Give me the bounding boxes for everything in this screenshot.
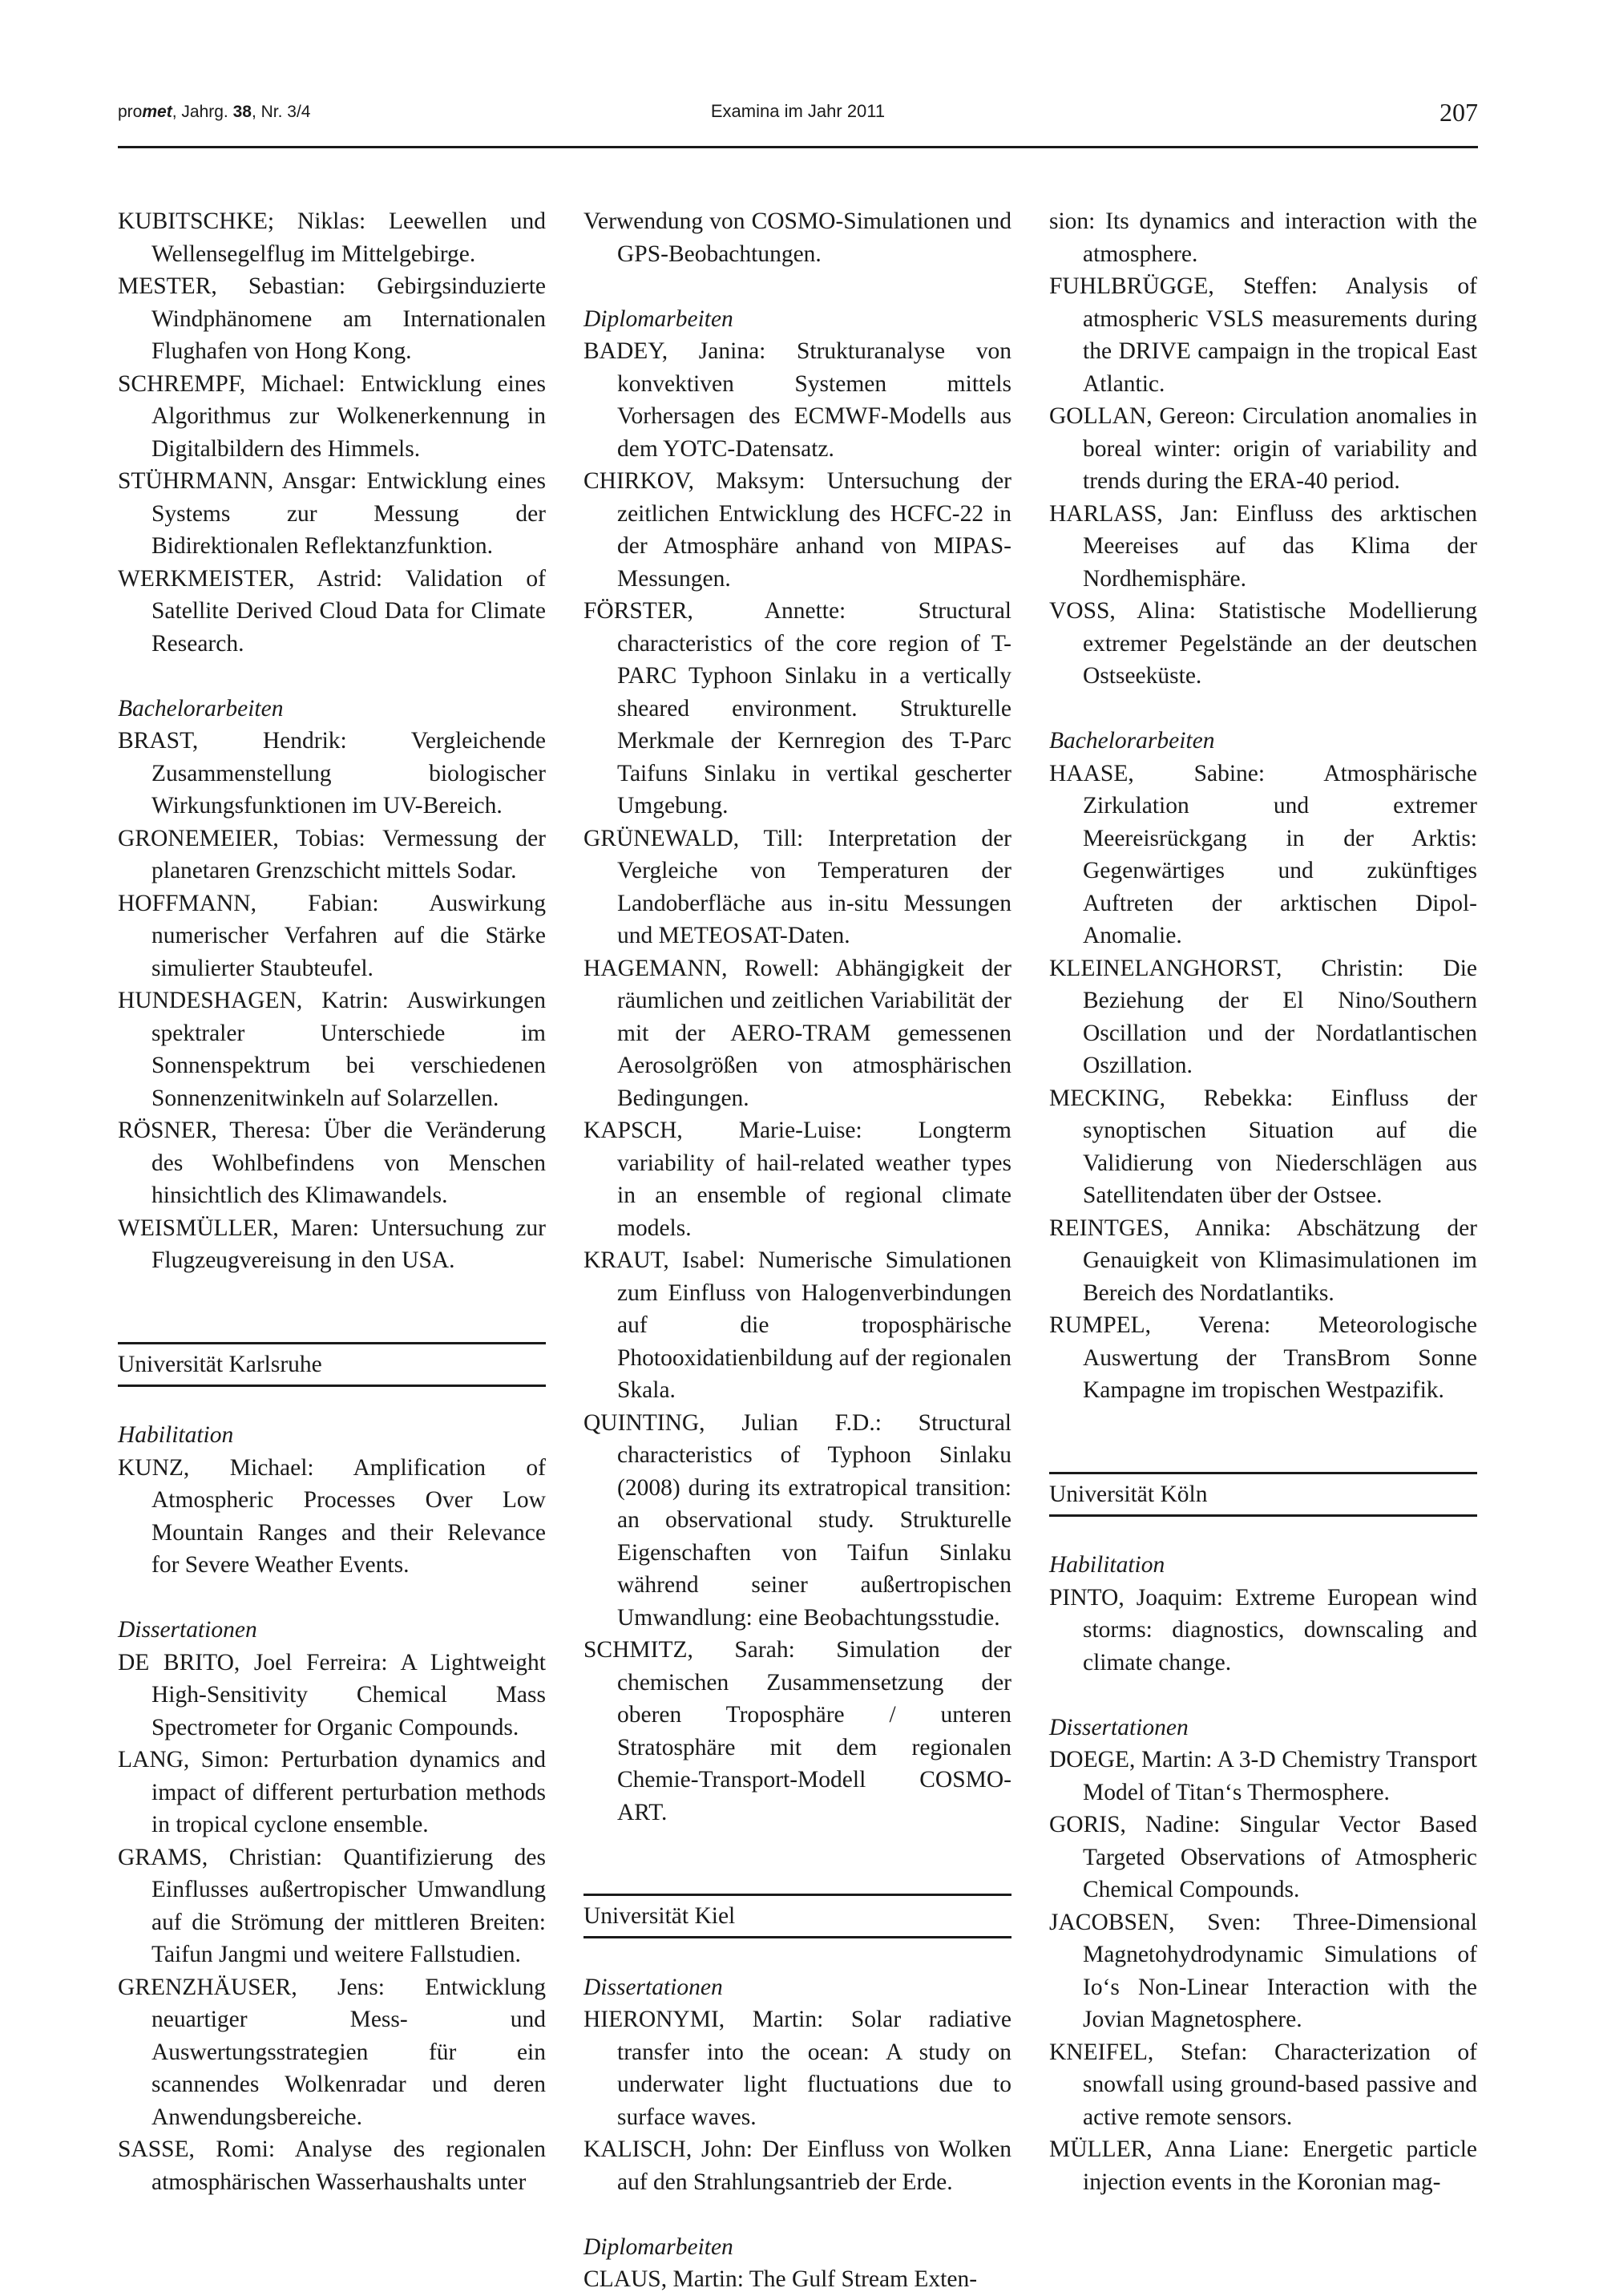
page-header bbox=[118, 90, 1478, 154]
journal-name-prefix: pro bbox=[118, 103, 143, 121]
spacer bbox=[1049, 1407, 1477, 1440]
page-number: 207 bbox=[1439, 98, 1478, 127]
thesis-entry: FÖRSTER, Annette: Structural characteristics of the core region of T-PARC Typhoon Sinlaku in a vertically sheared environment. Strukturelle Merkmale der Kernregion des T-Parc Taifuns Sinlaku in vertikal gescherter Umgebung. bbox=[583, 598, 1011, 819]
running-title: Examina im Jahr 2011 bbox=[710, 101, 886, 121]
thesis-entry: RÖSNER, Theresa: Über die Veränderung des Wohlbefindens von Menschen hinsichtlich des Klimawandels. bbox=[118, 1118, 546, 1208]
section-subheading: Diplomarbeiten bbox=[583, 2233, 733, 2260]
thesis-entry: DE BRITO, Joel Ferreira: A Lightweight High-Sensitivity Chemical Mass Spectrometer for Organic Compounds. bbox=[118, 1649, 546, 1740]
thesis-entry: KAPSCH, Marie-Luise: Longterm variability of hail-related weather types in an ensemble of regional climate models. bbox=[583, 1118, 1011, 1241]
thesis-entry: DOEGE, Martin: A 3-D Chemistry Transport Model of Titan‘s Thermosphere. bbox=[1049, 1747, 1477, 1805]
spacer bbox=[1049, 1439, 1477, 1472]
journal-year-label: , Jahrg. bbox=[172, 103, 233, 121]
university-heading: Universität Kiel bbox=[583, 1894, 1011, 1938]
thesis-entry: FUHLBRÜGGE, Steffen: Analysis of atmospheric VSLS measurements during the DRIVE campaign in the tropical East Atlantic. bbox=[1049, 273, 1477, 397]
thesis-entry: CHIRKOV, Maksym: Untersuchung der zeitlichen Entwicklung des HCFC-22 in der Atmosphäre anhand von MIPAS-Messungen. bbox=[583, 468, 1011, 592]
thesis-entry: MÜLLER, Anna Liane: Energetic particle injection events in the Koronian mag- bbox=[1049, 2136, 1477, 2195]
section-subheading: Dissertationen bbox=[118, 1617, 257, 1643]
thesis-entry-continued: sion: Its dynamics and interaction with the atmosphere. bbox=[1049, 208, 1477, 267]
thesis-entry: REINTGES, Annika: Abschätzung der Genauigkeit von Klimasimulationen im Bereich des Nordatlantiks. bbox=[1049, 1215, 1477, 1306]
section-subheading: Habilitation bbox=[118, 1422, 234, 1448]
university-heading: Universität Köln bbox=[1049, 1472, 1477, 1517]
thesis-entry: KUNZ, Michael: Amplification of Atmospheric Processes Over Low Mountain Ranges and their Relevance for Severe Weather Events. bbox=[118, 1454, 546, 1578]
thesis-entry: HAGEMANN, Rowell: Abhängigkeit der räumlichen und zeitlichen Variabilität der mit der AERO-TRAM gemessenen Aerosolgrößen von atmosphärischen Bedingungen. bbox=[583, 955, 1011, 1111]
section-subheading: Dissertationen bbox=[1049, 1714, 1189, 1740]
spacer bbox=[1049, 693, 1477, 726]
section-subheading: Habilitation bbox=[1049, 1552, 1165, 1578]
thesis-entry: HUNDESHAGEN, Katrin: Auswirkungen spektraler Unterschiede im Sonnenspektrum bei verschiedenen Sonnenzenitwinkeln auf Solarzellen. bbox=[118, 988, 546, 1111]
thesis-entry: GRAMS, Christian: Quantifizierung des Einflusses außertropischer Umwandlung auf die Strömung der mittleren Breiten: Taifun Jangmi und weitere Fallstudien. bbox=[118, 1844, 546, 1967]
text-column-3 bbox=[1049, 205, 1477, 2198]
thesis-entry: VOSS, Alina: Statistische Modellierung extremer Pegelstände an der deutschen Ostseeküste. bbox=[1049, 598, 1477, 689]
thesis-entry: BADEY, Janina: Strukturanalyse von konvektiven Systemen mittels Vorhersagen des ECMWF-Modells aus dem YOTC-Datensatz. bbox=[583, 338, 1011, 462]
spacer bbox=[583, 1829, 1011, 1861]
journal-issue: , Nr. 3/4 bbox=[251, 103, 311, 121]
header-rule bbox=[118, 146, 1478, 148]
thesis-entry: LANG, Simon: Perturbation dynamics and impact of different perturbation methods in tropical cyclone ensemble. bbox=[118, 1747, 546, 1837]
spacer bbox=[118, 1309, 546, 1342]
section-subheading: Bachelorarbeiten bbox=[118, 695, 284, 722]
spacer bbox=[118, 660, 546, 693]
journal-name-emphasis: met bbox=[142, 103, 172, 121]
thesis-entry: JACOBSEN, Sven: Three-Dimensional Magnetohydrodynamic Simulations of Io‘s Non-Linear Interaction with the Jovian Magnetosphere. bbox=[1049, 1909, 1477, 2032]
spacer bbox=[1049, 1679, 1477, 1712]
thesis-entry: MESTER, Sebastian: Gebirgsinduzierte Windphänomene am Internationalen Flughafen von Hong Kong. bbox=[118, 273, 546, 364]
thesis-entry: WERKMEISTER, Astrid: Validation of Satellite Derived Cloud Data for Climate Research. bbox=[118, 565, 546, 657]
section-subheading: Diplomarbeiten bbox=[583, 305, 733, 332]
spacer bbox=[583, 2198, 1011, 2231]
thesis-entry: RUMPEL, Verena: Meteorologische Auswertung der TransBrom Sonne Kampagne im tropischen Westpazifik. bbox=[1049, 1312, 1477, 1403]
spacer bbox=[118, 1387, 546, 1420]
thesis-entry: STÜHRMANN, Ansgar: Entwicklung eines Systems zur Messung der Bidirektionalen Reflektanzfunktion. bbox=[118, 468, 546, 559]
spacer bbox=[583, 270, 1011, 303]
spacer bbox=[583, 1861, 1011, 1894]
thesis-entry: KRAUT, Isabel: Numerische Simulationen zum Einfluss von Halogenverbindungen auf die troposphärische Photooxidatienbildung auf der regionalen Skala. bbox=[583, 1247, 1011, 1403]
thesis-entry: HIERONYMI, Martin: Solar radiative transfer into the ocean: A study on underwater light fluctuations due to surface waves. bbox=[583, 2007, 1011, 2130]
spacer bbox=[118, 1582, 546, 1615]
thesis-entry: HARLASS, Jan: Einfluss des arktischen Meereises auf das Klima der Nordhemisphäre. bbox=[1049, 500, 1477, 592]
thesis-entry: GRENZHÄUSER, Jens: Entwicklung neuartiger Mess- und Auswertungsstrategien für ein scannendes Wolkenradar und deren Anwendungsbereiche. bbox=[118, 1974, 546, 2130]
thesis-entry-continued: Verwendung von COSMO-Simulationen und GPS-Beobachtungen. bbox=[583, 208, 1011, 267]
university-heading: Universität Karlsruhe bbox=[118, 1342, 546, 1387]
thesis-entry: SASSE, Romi: Analyse des regionalen atmosphärischen Wasserhaushalts unter bbox=[118, 2136, 546, 2195]
thesis-entry: HOFFMANN, Fabian: Auswirkung numerischer Verfahren auf die Stärke simulierter Staubteufel. bbox=[118, 890, 546, 981]
thesis-entry: GORIS, Nadine: Singular Vector Based Targeted Observations of Atmospheric Chemical Compounds. bbox=[1049, 1812, 1477, 1902]
spacer bbox=[1049, 1517, 1477, 1550]
thesis-entry: WEISMÜLLER, Maren: Untersuchung zur Flugzeugvereisung in den USA. bbox=[118, 1215, 546, 1273]
thesis-entry: HAASE, Sabine: Atmosphärische Zirkulation und extremer Meereisrückgang in der Arktis: Gegenwärtiges und zukünftiges Auftreten der arktischen Dipol-Anomalie. bbox=[1049, 760, 1477, 948]
thesis-entry: GRONEMEIER, Tobias: Vermessung der planetaren Grenzschicht mittels Sodar. bbox=[118, 825, 546, 883]
text-column-2 bbox=[583, 205, 1011, 2296]
thesis-entry: MECKING, Rebekka: Einfluss der synoptischen Situation auf die Validierung von Niederschlägen aus Satellitendaten über der Ostsee. bbox=[1049, 1085, 1477, 1208]
thesis-entry: KNEIFEL, Stefan: Characterization of snowfall using ground-based passive and active remote sensors. bbox=[1049, 2039, 1477, 2130]
thesis-entry: SCHREMPF, Michael: Entwicklung eines Algorithmus zur Wolkenerkennung in Digitalbildern des Himmels. bbox=[118, 370, 546, 462]
thesis-entry: KLEINELANGHORST, Christin: Die Beziehung der El Nino/Southern Oscillation und der Nordatlantischen Oszillation. bbox=[1049, 955, 1477, 1078]
thesis-entry: KUBITSCHKE; Niklas: Leewellen und Wellensegelflug im Mittelgebirge. bbox=[118, 208, 546, 267]
section-subheading: Dissertationen bbox=[583, 1974, 723, 2000]
journal-volume: 38 bbox=[232, 103, 252, 121]
text-column-1 bbox=[118, 205, 546, 2198]
section-subheading: Bachelorarbeiten bbox=[1049, 728, 1215, 754]
thesis-entry: QUINTING, Julian F.D.: Structural characteristics of Typhoon Sinlaku (2008) during its extratropical transition: an observational study. Strukturelle Eigenschaften von Taifun Sinlaku während seiner außertropischen Umwandlung: eine Beobachtungsstudie. bbox=[583, 1409, 1011, 1631]
thesis-entry: CLAUS, Martin: The Gulf Stream Exten- bbox=[583, 2266, 978, 2292]
thesis-entry: GRÜNEWALD, Till: Interpretation der Vergleiche von Temperaturen der Landoberfläche aus in-situ Messungen und METEOSAT-Daten. bbox=[583, 825, 1011, 948]
thesis-entry: GOLLAN, Gereon: Circulation anomalies in boreal winter: origin of variability and trends during the ERA-40 period. bbox=[1049, 403, 1477, 494]
spacer bbox=[583, 1938, 1011, 1971]
thesis-entry: PINTO, Joaquim: Extreme European wind storms: diagnostics, downscaling and climate change. bbox=[1049, 1584, 1477, 1676]
spacer bbox=[118, 1277, 546, 1310]
thesis-entry: BRAST, Hendrik: Vergleichende Zusammenstellung biologischer Wirkungsfunktionen im UV-Bereich. bbox=[118, 728, 546, 819]
thesis-entry: SCHMITZ, Sarah: Simulation der chemischen Zusammensetzung der oberen Troposphäre / unteren Stratosphäre mit dem regionalen Chemie-Transport-Modell COSMO-ART. bbox=[583, 1637, 1011, 1825]
thesis-entry: KALISCH, John: Der Einfluss von Wolken auf den Strahlungsantrieb der Erde. bbox=[583, 2136, 1011, 2195]
